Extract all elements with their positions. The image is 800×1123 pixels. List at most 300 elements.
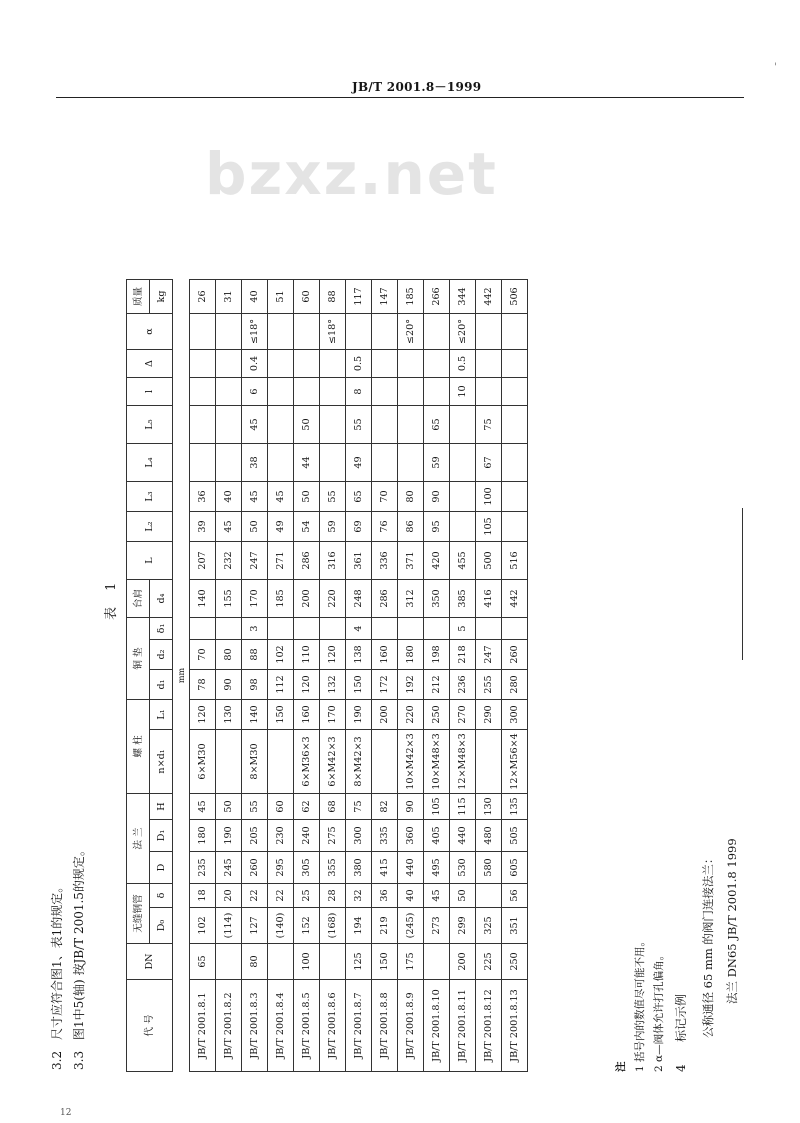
cell-bolt: 6×M36×3 [294, 730, 320, 794]
cell-D: 260 [242, 852, 268, 884]
cell-L1: 160 [294, 700, 320, 730]
cell-D: 605 [502, 852, 528, 884]
header-mass: 质量 [127, 280, 150, 314]
cell-bolt [216, 730, 242, 794]
header-L2: L₂ [127, 512, 173, 542]
cell-L5 [372, 406, 398, 444]
cell-dn [216, 944, 242, 980]
cell-code: JB/T 2001.8.1 [190, 980, 216, 1072]
cell-code: JB/T 2001.8.11 [450, 980, 476, 1072]
cell-delta [320, 350, 346, 378]
cell-l [320, 378, 346, 406]
cell-kg: 117 [346, 280, 372, 314]
table-row [242, 280, 268, 1072]
cell-g3 [294, 618, 320, 640]
cell-delta [268, 350, 294, 378]
header-l: l [127, 378, 173, 406]
cell-D: 440 [398, 852, 424, 884]
cell-L: 516 [502, 542, 528, 580]
cell-g3 [398, 618, 424, 640]
cell-l [216, 378, 242, 406]
cell-D: 495 [424, 852, 450, 884]
table-group-header-row [127, 280, 150, 1072]
cell-L1: 200 [372, 700, 398, 730]
cell-s [476, 884, 502, 908]
header-D1: D₁ [150, 820, 173, 852]
cell-L: 316 [320, 542, 346, 580]
cell-L: 336 [372, 542, 398, 580]
cell-L2: 105 [476, 512, 502, 542]
cell-l [476, 378, 502, 406]
cell-H: 45 [190, 794, 216, 820]
note-item: 2 α—阀体允许打孔偏角。 [653, 949, 665, 1072]
cell-dn: 125 [346, 944, 372, 980]
cell-L2: 54 [294, 512, 320, 542]
cell-H: 55 [242, 794, 268, 820]
cell-L5: 50 [294, 406, 320, 444]
cell-s: 50 [450, 884, 476, 908]
cell-d0: 325 [476, 908, 502, 944]
header-n-d: n×d₁ [150, 730, 173, 794]
cell-bolt: 6×M30 [190, 730, 216, 794]
cell-s: 40 [398, 884, 424, 908]
cell-g2: 198 [424, 640, 450, 670]
cell-s: 28 [320, 884, 346, 908]
cell-bolt [268, 730, 294, 794]
cell-L2: 86 [398, 512, 424, 542]
cell-D1: 440 [450, 820, 476, 852]
cell-bolt: 8×M42×3 [346, 730, 372, 794]
table-row [502, 280, 528, 1072]
cell-D1: 205 [242, 820, 268, 852]
cell-s: 32 [346, 884, 372, 908]
cell-L4: 49 [346, 444, 372, 482]
cell-kg: 442 [476, 280, 502, 314]
cell-L1: 140 [242, 700, 268, 730]
cell-L5: 75 [476, 406, 502, 444]
cell-L: 286 [294, 542, 320, 580]
marking-example-code: 法兰 DN65 JB/T 2001.8 1999 [725, 838, 739, 1004]
header-kg: kg [150, 280, 173, 314]
cell-d4: 248 [346, 580, 372, 618]
cell-alpha [502, 314, 528, 350]
cell-L4: 59 [424, 444, 450, 482]
cell-bolt [372, 730, 398, 794]
cell-delta [476, 350, 502, 378]
cell-code: JB/T 2001.8.9 [398, 980, 424, 1072]
cell-D1: 360 [398, 820, 424, 852]
cell-l: 10 [450, 378, 476, 406]
cell-alpha [424, 314, 450, 350]
header-delta: Δ [127, 350, 173, 378]
cell-delta [216, 350, 242, 378]
header-H: H [150, 794, 173, 820]
cell-dn: 175 [398, 944, 424, 980]
cell-L4 [190, 444, 216, 482]
cell-l [424, 378, 450, 406]
cell-g2: 80 [216, 640, 242, 670]
table-caption: 表 1 [104, 576, 119, 620]
cell-bolt: 10×M42×3 [398, 730, 424, 794]
cell-g2: 260 [502, 640, 528, 670]
cell-D: 305 [294, 852, 320, 884]
page-number: 12 [60, 1108, 72, 1118]
table-row [320, 280, 346, 1072]
cell-d4: 220 [320, 580, 346, 618]
cell-L5 [320, 406, 346, 444]
cell-L2: 59 [320, 512, 346, 542]
cell-L3: 70 [372, 482, 398, 512]
cell-L4 [372, 444, 398, 482]
cell-l [502, 378, 528, 406]
cell-kg: 266 [424, 280, 450, 314]
cell-D1: 505 [502, 820, 528, 852]
table-unit-row [173, 280, 190, 1072]
cell-L4 [398, 444, 424, 482]
header-L: L [127, 542, 173, 580]
cell-L: 361 [346, 542, 372, 580]
header-bolt: 螺 柱 [127, 700, 150, 794]
cell-D: 355 [320, 852, 346, 884]
cell-L4: 38 [242, 444, 268, 482]
cell-d4: 312 [398, 580, 424, 618]
table-body [190, 280, 528, 1072]
header-washer: 台肩 [127, 580, 150, 618]
header-dn: DN [127, 944, 173, 980]
cell-L2: 95 [424, 512, 450, 542]
paragraph-text: 尺寸应符合图1、表1的规定。 [50, 880, 64, 1040]
cell-g1: 236 [450, 670, 476, 700]
cell-kg: 40 [242, 280, 268, 314]
cell-g2: 218 [450, 640, 476, 670]
cell-g1: 192 [398, 670, 424, 700]
cell-L3: 45 [242, 482, 268, 512]
cell-D1: 300 [346, 820, 372, 852]
cell-bolt: 6×M42×3 [320, 730, 346, 794]
cell-g2: 70 [190, 640, 216, 670]
cell-bolt: 8×M30 [242, 730, 268, 794]
cell-g1: 255 [476, 670, 502, 700]
cell-alpha: ≤20° [398, 314, 424, 350]
header-D: D [150, 852, 173, 884]
cell-g1: 78 [190, 670, 216, 700]
cell-H: 135 [502, 794, 528, 820]
cell-d0: (168) [320, 908, 346, 944]
cell-alpha [294, 314, 320, 350]
paragraph-number: 3.3 [72, 1050, 86, 1070]
cell-alpha [216, 314, 242, 350]
header-g2: d₂ [150, 640, 173, 670]
cell-d4: 416 [476, 580, 502, 618]
header-L3: L₃ [127, 482, 173, 512]
cell-s: 36 [372, 884, 398, 908]
cell-L3: 65 [346, 482, 372, 512]
cell-L: 455 [450, 542, 476, 580]
cell-code: JB/T 2001.8.13 [502, 980, 528, 1072]
cell-d4: 350 [424, 580, 450, 618]
cell-l: 8 [346, 378, 372, 406]
cell-L3: 36 [190, 482, 216, 512]
cell-code: JB/T 2001.8.5 [294, 980, 320, 1072]
cell-g3: 5 [450, 618, 476, 640]
cell-g3 [190, 618, 216, 640]
cell-d4: 185 [268, 580, 294, 618]
cell-d4: 140 [190, 580, 216, 618]
cell-L3: 100 [476, 482, 502, 512]
cell-code: JB/T 2001.8.8 [372, 980, 398, 1072]
cell-d0: 299 [450, 908, 476, 944]
cell-D: 580 [476, 852, 502, 884]
table-row [346, 280, 372, 1072]
cell-d0: 219 [372, 908, 398, 944]
cell-L1: 290 [476, 700, 502, 730]
cell-H: 82 [372, 794, 398, 820]
table-row [450, 280, 476, 1072]
cell-d0: (114) [216, 908, 242, 944]
cell-L2 [502, 512, 528, 542]
cell-g1: 120 [294, 670, 320, 700]
notes-heading: 注 [615, 1061, 627, 1072]
cell-code: JB/T 2001.8.12 [476, 980, 502, 1072]
rotated-page-content [40, 90, 760, 1090]
note-item: 1 括号内的数值尽可能不用。 [634, 935, 646, 1072]
header-g1: d₁ [150, 670, 173, 700]
cell-D1: 275 [320, 820, 346, 852]
cell-alpha [372, 314, 398, 350]
cell-L: 247 [242, 542, 268, 580]
cell-L3: 55 [320, 482, 346, 512]
header-alpha: α [127, 314, 173, 350]
cell-l [372, 378, 398, 406]
cell-g2: 120 [320, 640, 346, 670]
cell-d0: 273 [424, 908, 450, 944]
cell-code: JB/T 2001.8.4 [268, 980, 294, 1072]
cell-delta [424, 350, 450, 378]
cell-bolt: 12×M48×3 [450, 730, 476, 794]
cell-dn: 100 [294, 944, 320, 980]
cell-g3 [372, 618, 398, 640]
cell-L3: 40 [216, 482, 242, 512]
cell-d0: 102 [190, 908, 216, 944]
cell-g1: 280 [502, 670, 528, 700]
cell-s: 56 [502, 884, 528, 908]
cell-H: 130 [476, 794, 502, 820]
cell-g2: 102 [268, 640, 294, 670]
cell-s: 18 [190, 884, 216, 908]
cell-L1: 300 [502, 700, 528, 730]
table-notes [612, 936, 669, 1072]
cell-D: 415 [372, 852, 398, 884]
cell-d0: 152 [294, 908, 320, 944]
cell-L: 371 [398, 542, 424, 580]
cell-l [190, 378, 216, 406]
cell-D: 295 [268, 852, 294, 884]
cell-L1: 250 [424, 700, 450, 730]
cell-D1: 230 [268, 820, 294, 852]
header-pipe: 无缝钢管 [127, 884, 150, 944]
marking-example-description: 公称通径 65 mm 的阀门连接法兰： [701, 852, 715, 1038]
cell-H: 105 [424, 794, 450, 820]
cell-dn: 80 [242, 944, 268, 980]
cell-L2: 76 [372, 512, 398, 542]
cell-code: JB/T 2001.8.7 [346, 980, 372, 1072]
cell-delta [190, 350, 216, 378]
cell-L1: 130 [216, 700, 242, 730]
cell-l [294, 378, 320, 406]
cell-delta: 0.5 [346, 350, 372, 378]
section-4-heading [672, 994, 689, 1072]
cell-L: 271 [268, 542, 294, 580]
cell-H: 62 [294, 794, 320, 820]
cell-g3 [216, 618, 242, 640]
cell-H: 75 [346, 794, 372, 820]
cell-delta: 0.4 [242, 350, 268, 378]
cell-g3 [320, 618, 346, 640]
cell-L5 [190, 406, 216, 444]
cell-alpha [268, 314, 294, 350]
cell-g2: 110 [294, 640, 320, 670]
cell-D: 380 [346, 852, 372, 884]
cell-d0: 127 [242, 908, 268, 944]
cell-kg: 51 [268, 280, 294, 314]
page-header-title: JB/T 2001.8－1999 [352, 80, 482, 94]
table-row [294, 280, 320, 1072]
cell-L: 500 [476, 542, 502, 580]
cell-L2: 39 [190, 512, 216, 542]
table-row [268, 280, 294, 1072]
cell-L3 [502, 482, 528, 512]
cell-g1: 98 [242, 670, 268, 700]
cell-s: 20 [216, 884, 242, 908]
cell-L5 [268, 406, 294, 444]
cell-L5 [502, 406, 528, 444]
header-code: 代 号 [127, 980, 173, 1072]
cell-g2: 180 [398, 640, 424, 670]
cell-L3: 80 [398, 482, 424, 512]
cell-code: JB/T 2001.8.3 [242, 980, 268, 1072]
cell-g2: 247 [476, 640, 502, 670]
paragraph-text: 图1中5(轴) 按JB/T 2001.5的规定。 [72, 844, 86, 1040]
cell-dn [320, 944, 346, 980]
cell-D1: 180 [190, 820, 216, 852]
cell-D1: 240 [294, 820, 320, 852]
cell-kg: 26 [190, 280, 216, 314]
cell-s: 22 [242, 884, 268, 908]
cell-alpha: ≤18° [242, 314, 268, 350]
cell-l [268, 378, 294, 406]
table-row [476, 280, 502, 1072]
cell-delta [294, 350, 320, 378]
cell-s: 25 [294, 884, 320, 908]
section-title: 标记示例 [674, 993, 688, 1042]
cell-D: 530 [450, 852, 476, 884]
watermark: bzxz.net [205, 140, 498, 208]
cell-g3: 3 [242, 618, 268, 640]
cell-dn [424, 944, 450, 980]
margin-mark: ' [774, 62, 777, 73]
cell-L5 [216, 406, 242, 444]
cell-g1: 132 [320, 670, 346, 700]
cell-bolt: 12×M56×4 [502, 730, 528, 794]
cell-d4: 385 [450, 580, 476, 618]
cell-L2: 50 [242, 512, 268, 542]
cell-L5: 55 [346, 406, 372, 444]
cell-s: 22 [268, 884, 294, 908]
cell-L: 207 [190, 542, 216, 580]
cell-d4: 170 [242, 580, 268, 618]
cell-g1: 212 [424, 670, 450, 700]
cell-alpha: ≤18° [320, 314, 346, 350]
cell-bolt: 10×M48×3 [424, 730, 450, 794]
section-number: 4 [674, 1064, 688, 1072]
header-s: δ [150, 884, 173, 908]
cell-l [398, 378, 424, 406]
cell-L3: 50 [294, 482, 320, 512]
cell-delta [398, 350, 424, 378]
cell-L4 [320, 444, 346, 482]
cell-bolt [476, 730, 502, 794]
cell-L3: 45 [268, 482, 294, 512]
cell-alpha [476, 314, 502, 350]
cell-g1: 90 [216, 670, 242, 700]
cell-L4 [450, 444, 476, 482]
cell-H: 115 [450, 794, 476, 820]
paragraph-number: 3.2 [50, 1050, 64, 1070]
cell-L1: 120 [190, 700, 216, 730]
cell-code: JB/T 2001.8.6 [320, 980, 346, 1072]
header-d0: D₀ [150, 908, 173, 944]
cell-g3 [502, 618, 528, 640]
cell-L4 [268, 444, 294, 482]
header-L4: L₄ [127, 444, 173, 482]
header-L5: L₅ [127, 406, 173, 444]
cell-delta [372, 350, 398, 378]
cell-kg: 31 [216, 280, 242, 314]
cell-L2: 49 [268, 512, 294, 542]
table-row [424, 280, 450, 1072]
cell-d0: (140) [268, 908, 294, 944]
cell-g1: 112 [268, 670, 294, 700]
cell-alpha [190, 314, 216, 350]
cell-kg: 60 [294, 280, 320, 314]
header-flange: 法 兰 [127, 794, 150, 884]
cell-dn: 250 [502, 944, 528, 980]
cell-d4: 442 [502, 580, 528, 618]
cell-L1: 270 [450, 700, 476, 730]
cell-g3: 4 [346, 618, 372, 640]
cell-L4: 67 [476, 444, 502, 482]
cell-L2: 45 [216, 512, 242, 542]
cell-g3 [268, 618, 294, 640]
table-row [190, 280, 216, 1072]
cell-L1: 190 [346, 700, 372, 730]
cell-L5 [450, 406, 476, 444]
cell-D1: 335 [372, 820, 398, 852]
dimension-table [126, 279, 528, 1072]
cell-g2: 88 [242, 640, 268, 670]
cell-H: 68 [320, 794, 346, 820]
cell-L1: 220 [398, 700, 424, 730]
cell-H: 90 [398, 794, 424, 820]
cell-D1: 480 [476, 820, 502, 852]
cell-L1: 150 [268, 700, 294, 730]
cell-L: 420 [424, 542, 450, 580]
cell-L2 [450, 512, 476, 542]
cell-g3 [424, 618, 450, 640]
cell-delta: 0.5 [450, 350, 476, 378]
table-unit: mm [173, 280, 190, 1072]
cell-alpha [346, 314, 372, 350]
